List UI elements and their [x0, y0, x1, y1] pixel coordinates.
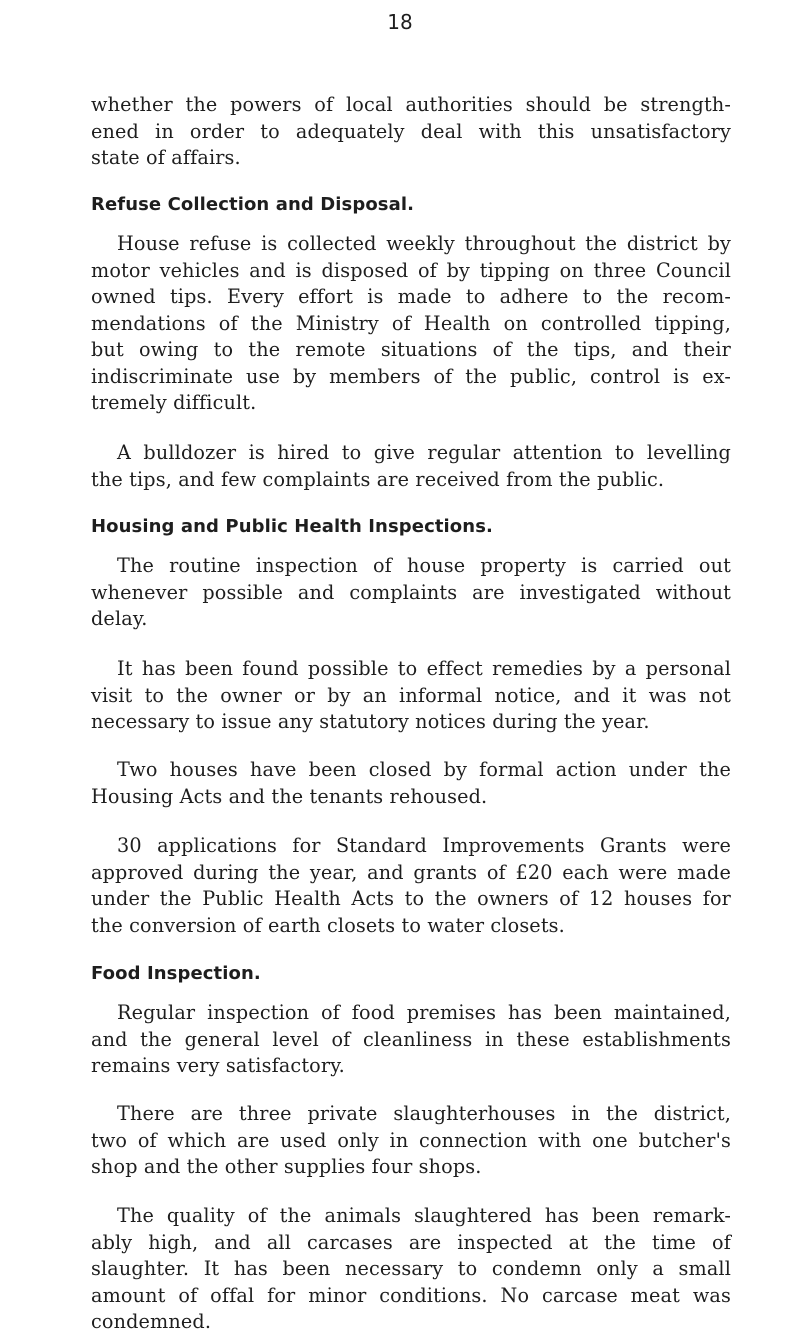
text-line: ened in order to adequately deal with this unsatisfactory [91, 119, 731, 143]
paragraph-grants [91, 833, 731, 939]
paragraph-house-refuse [91, 231, 731, 417]
text-line: remains very satisfactory. [91, 1054, 345, 1077]
paragraph-remedies [91, 656, 731, 736]
text-line: Two houses have been closed by formal action under the [117, 758, 731, 781]
text-line: amount of offal for minor conditions. No carcase meat was [91, 1283, 731, 1307]
text-line: slaughter. It has been necessary to condemn only a small [91, 1257, 731, 1280]
text-line: Housing Acts and the tenants rehoused. [91, 784, 488, 808]
paragraph-quality [91, 1203, 731, 1336]
paragraph-food-premises [91, 1000, 731, 1080]
text-line: two of which are used only in connection with one butcher's [91, 1128, 731, 1152]
page-number: 18 [387, 10, 413, 34]
paragraph-intro [91, 92, 731, 172]
text-line: under the Public Health Acts to the owners of 12 houses for [91, 887, 731, 910]
text-line: A bulldozer is hired to give regular attention to levelling [117, 441, 731, 464]
text-line: mendations of the Ministry of Health on controlled tipping, [91, 311, 731, 335]
text-line: House refuse is collected weekly throughout the district by [117, 232, 731, 255]
text-line: indiscriminate use by members of the public, control is ex- [91, 364, 731, 388]
paragraph-slaughterhouses [91, 1101, 731, 1181]
paragraph-houses-closed [91, 757, 731, 810]
text-line: The quality of the animals slaughtered has been remark- [117, 1204, 731, 1227]
text-line: ably high, and all carcases are inspected at the time of [91, 1230, 731, 1254]
text-line: the tips, and few complaints are received from the public. [91, 467, 665, 491]
text-line: state of affairs. [91, 146, 241, 169]
text-line: Regular inspection of food premises has been maintained, [117, 1001, 731, 1024]
text-line: The routine inspection of house property is carried out [117, 554, 731, 577]
text-line: shop and the other supplies four shops. [91, 1155, 482, 1178]
text-line: and the general level of cleanliness in these establishments [91, 1027, 731, 1051]
text-line: condemned. [91, 1310, 212, 1333]
text-line: delay. [91, 607, 148, 630]
text-line: There are three private slaughterhouses in the district, [117, 1102, 731, 1125]
paragraph-routine-inspection [91, 553, 731, 633]
text-line: the conversion of earth closets to water closets. [91, 913, 565, 937]
text-line: motor vehicles and is disposed of by tipping on three Council [91, 258, 731, 282]
text-line: but owing to the remote situations of the tips, and their [91, 338, 731, 361]
heading-food-inspection: Food Inspection. [91, 963, 261, 984]
text-line: visit to the owner or by an informal notice, and it was not [91, 683, 731, 707]
text-line: owned tips. Every effort is made to adhere to the recom- [91, 285, 731, 308]
heading-refuse-collection: Refuse Collection and Disposal. [91, 194, 415, 215]
text-line: tremely difficult. [91, 391, 257, 414]
text-line: whenever possible and complaints are investigated without [91, 580, 731, 604]
text-line: necessary to issue any statutory notices during the year. [91, 710, 650, 733]
text-line: approved during the year, and grants of £20 each were made [91, 860, 731, 884]
heading-housing-inspections: Housing and Public Health Inspections. [91, 516, 493, 537]
paragraph-bulldozer [91, 440, 731, 493]
text-line: 30 applications for Standard Improvements Grants were [117, 834, 731, 857]
text-line: whether the powers of local authorities should be strength- [91, 93, 731, 116]
text-line: It has been found possible to effect remedies by a personal [117, 657, 731, 680]
